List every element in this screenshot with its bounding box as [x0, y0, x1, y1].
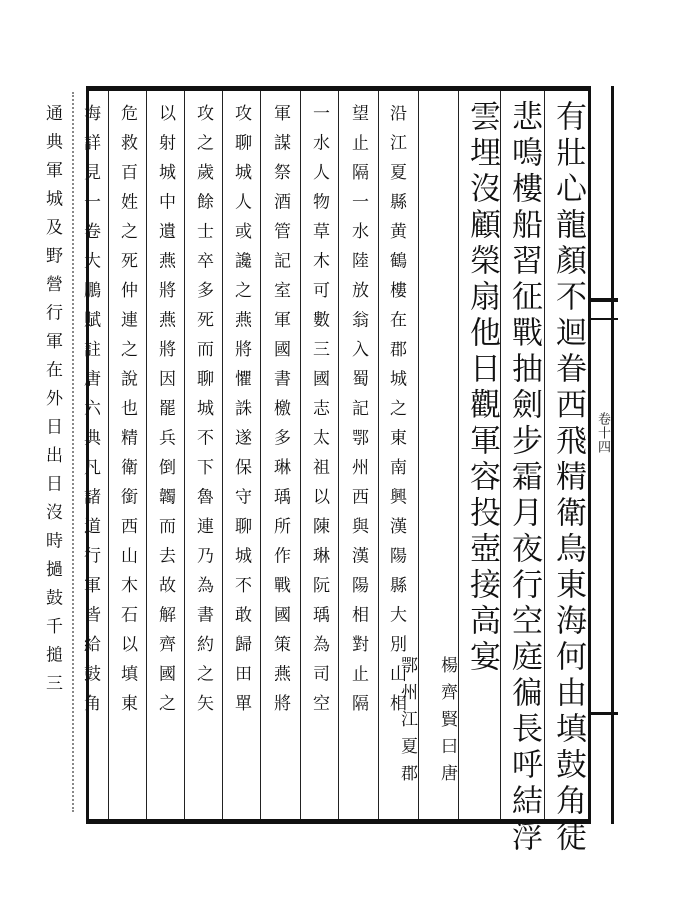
column-rule — [260, 91, 261, 819]
commentary-column: 危救百姓之死仲連之說也精衛銜西山木石以填東 — [117, 104, 137, 724]
fish-tail-top-line — [588, 318, 618, 320]
commentary-column: 沿江夏縣黄鶴樓在郡城之東南興漢陽縣大別山相 — [386, 104, 406, 724]
commentary-column: 軍謀祭酒管記室軍國書檄多琳瑀所作戰國策燕將 — [270, 104, 290, 724]
commentary-column: 海詳見一卷大鵬賦註唐六典凡諸道行軍皆給鼓角 — [80, 104, 100, 724]
fish-tail-top — [588, 298, 618, 302]
commentary-column: 攻聊城人或讒之燕將懼誅遂保守聊城不敢歸田單 — [231, 104, 251, 724]
column-rule — [146, 91, 147, 819]
fish-tail-bottom — [588, 712, 618, 715]
commentary-column: 通典軍城及野營行軍在外日出日沒時撾鼓千搥三 — [42, 104, 62, 703]
main-text-column: 有壯心龍顏不迴眷西飛精衛鳥東海何由填鼓角徒 — [550, 100, 586, 856]
main-text-column: 雲埋沒顧榮扇他日觀軍容投壺接高宴 — [464, 100, 500, 676]
commentary-column: 攻之歲餘士卒多死而聊城不下魯連乃為書約之矢 — [193, 104, 213, 724]
commentary-note-place: 鄂州江夏郡 — [397, 656, 417, 791]
commentary-column: 以射城中遺燕將燕將因罷兵倒韣而去故解齊國之 — [155, 104, 175, 724]
column-rule — [300, 91, 301, 819]
main-text-column: 悲鳴樓船習征戰抽劍步霜月夜行空庭徧長呼結浮 — [506, 100, 542, 856]
column-rule — [108, 91, 109, 819]
column-rule — [378, 91, 379, 819]
commentary-note-author: 楊齊賢曰唐 — [437, 656, 457, 791]
column-rule — [338, 91, 339, 819]
column-rule — [544, 91, 545, 819]
commentary-column: 望止隔一水陸放翁入蜀記鄂州西與漢陽相對止隔 — [348, 104, 368, 724]
volume-label: 卷十四 — [595, 412, 610, 454]
column-rule — [184, 91, 185, 819]
column-rule — [222, 91, 223, 819]
commentary-column: 一水人物草木可數三國志太祖以陳琳阮瑀為司空 — [309, 104, 329, 724]
